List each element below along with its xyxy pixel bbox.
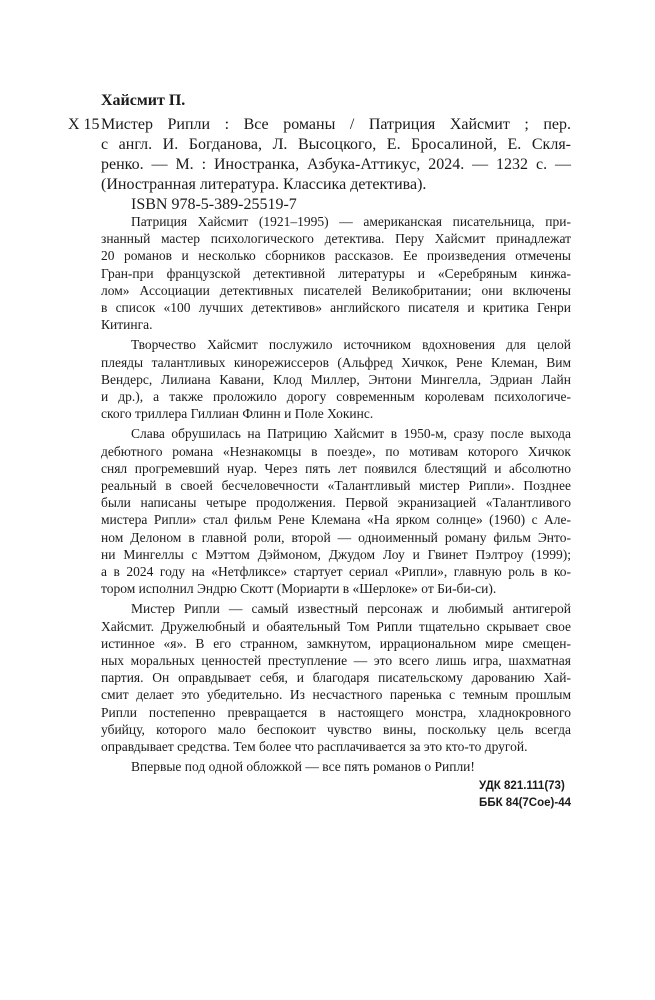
bibliographic-line: Мистер Рипли : Все романы / Патриция Хайсмит ; пер. — [101, 116, 571, 133]
annotation-paragraph — [101, 213, 571, 333]
bibliographic-line: с англ. И. Богданова, Л. Высоцкого, Е. Бросалиной, Е. Скля- — [101, 136, 571, 153]
annotation-line: убийцу, которого мало беспокоит чувство вины, поскольку цель всегда — [101, 721, 571, 737]
annotation-line: а в 2024 году на «Нетфликсе» стартует сериал «Рипли», главную роль в ко- — [101, 564, 571, 580]
bibliographic-description — [101, 115, 571, 195]
annotation-line: и др.), а также проложило дорогу современным королевам психологиче- — [101, 389, 571, 405]
author-heading: Хайсмит П. — [101, 92, 186, 109]
annotation-line: Мистер Рипли — самый известный персонаж и любимый антигерой — [131, 601, 571, 617]
bbk-code: ББК 84(7Сое)-44 — [479, 797, 571, 809]
annotation-line: Рипли постепенно превращается в настоящего монстра, хладнокровного — [101, 704, 571, 720]
annotation-line: смит делает это убедительно. Из несчастного паренька с темным прошлым — [101, 687, 571, 703]
annotation-line: Хайсмит. Дружелюбный и обаятельный Том Рипли тщательно скрывает свое — [101, 618, 571, 634]
annotation-line: Слава обрушилась на Патрицию Хайсмит в 1950-м, сразу после выхода — [131, 426, 571, 442]
annotation-line: были написаны четыре продолжения. Первой экранизацией «Талантливого — [101, 495, 571, 511]
annotation-line: ни Мингеллы с Мэттом Дэймоном, Джудом Лоу и Гвинет Пэлтроу (1999); — [101, 546, 571, 562]
annotation-line: партия. Он оправдывает себя, и благодаря писательскому дарованию Хай- — [101, 670, 571, 686]
udk-code: УДК 821.111(73) — [479, 780, 565, 792]
annotation-line: 20 романов и несколько сборников рассказов. Ее произведения отмечены — [101, 248, 571, 264]
annotation-line: Китинга. — [101, 317, 153, 333]
annotation-line: дебютного романа «Незнакомцы в поезде», по мотивам которого Хичкок — [101, 443, 571, 459]
isbn: ISBN 978-5-389-25519-7 — [131, 196, 297, 213]
annotation-line: ных моральных ценностей преступление — это всего лишь игра, шахматная — [101, 653, 571, 669]
annotation-line: в список «100 лучших детективов» английского писателя и критика Генри — [101, 300, 571, 316]
annotation-line: знанный мастер психологического детектива. Перу Хайсмит принадлежат — [101, 231, 571, 247]
annotation-paragraph — [101, 600, 571, 755]
annotation-line: лом» Ассоциации детективных писателей Великобритании; они включены — [101, 282, 571, 298]
annotation-line: ном Делоном в главной роли, второй — одноименный роману фильм Энто- — [101, 529, 571, 545]
library-code: Х 15 — [68, 116, 100, 133]
annotation-line: снял прогремевший нуар. Через пять лет появился блестящий и абсолютно — [101, 460, 571, 476]
annotation-line: плеяды талантливых кинорежиссеров (Альфред Хичкок, Рене Клеман, Вим — [101, 354, 571, 370]
bibliographic-line: (Иностранная литература. Классика детектива). — [101, 176, 427, 193]
annotation-line: Патриция Хайсмит (1921–1995) — американская писательница, при- — [131, 214, 571, 229]
annotation-line: реальный в своей бесчеловечности «Талантливый мистер Рипли». Позднее — [101, 478, 571, 494]
annotation — [101, 213, 571, 779]
annotation-line: Гран-при французской детективной литературы и «Серебряным кинжа- — [101, 265, 571, 281]
annotation-paragraph — [101, 758, 571, 775]
annotation-line: оправдывает средства. Тем более что расплачивается за это кто-то другой. — [101, 739, 528, 755]
annotation-line: Творчество Хайсмит послужило источником вдохновения для целой — [131, 337, 571, 353]
annotation-line: тором исполнил Эндрю Скотт (Мориарти в «Шерлоке» от Би-би-си). — [101, 581, 497, 597]
annotation-line: Впервые под одной обложкой — все пять романов о Рипли! — [131, 759, 475, 775]
annotation-line: истинное «я». В его странном, замкнутом, иррациональном мире смещен- — [101, 635, 571, 651]
annotation-line: Вендерс, Лилиана Кавани, Клод Миллер, Энтони Мингелла, Эдриан Лайн — [101, 371, 571, 387]
annotation-line: мистера Рипли» стал фильм Рене Клемана «На ярком солнце» (1960) с Але- — [101, 512, 571, 528]
annotation-paragraph — [101, 425, 571, 597]
bibliographic-line: ренко. — М. : Иностранка, Азбука-Аттикус, 2024. — 1232 с. — — [101, 156, 571, 173]
classification-codes — [479, 778, 571, 812]
annotation-line: ского триллера Гиллиан Флинн и Поле Хокинс. — [101, 406, 374, 422]
annotation-paragraph — [101, 336, 571, 422]
